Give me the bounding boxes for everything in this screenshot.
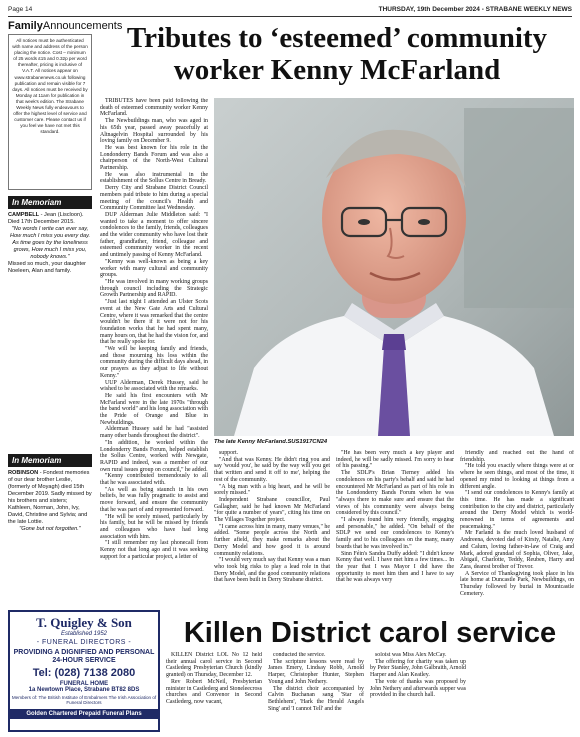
in-memoriam-bar-1: In Memoriam	[8, 196, 92, 209]
paragraph: support.	[219, 450, 239, 456]
carol-column-2	[268, 652, 364, 734]
paragraph: The offering for charity was taken up by Peter Stanley, John Galbraith, Arnold Harper and Alan Keatley.	[370, 658, 466, 679]
paragraph: "I always found him very friendly, engaging and personable," he added. "On behalf of the SDLP we send our condolences to Kenny's family and to his colleagues on the many, many boards that he was involved in."	[336, 517, 454, 550]
header-rule	[8, 16, 572, 17]
paragraph: The vote of thanks was proposed by John Nethery and afterwards supper was provided in the church hall.	[370, 678, 466, 699]
memoriam-campbell	[8, 209, 92, 448]
paragraph: TRIBUTES have been paid following the death of esteemed community worker Kenny McFarland.	[100, 98, 208, 118]
paragraph: "We will be keeping family and friends, and those mourning his loss within the community during the difficult days ahead, in our prayers as they adjust to life without Kenny."	[100, 346, 208, 379]
paragraph: The SDLP's Brian Tierney added his condolences on his party's behalf and said he had encountered Mr McFarland as part of his role in the Londonderry Bands Forum when he was "always there to make sure and ensure that the views of his community were always being considered by this council."	[336, 470, 454, 517]
carol-column-1	[166, 652, 262, 734]
memoriam-robinson	[8, 467, 92, 566]
paragraph: "He will be sorely missed, particularly by his family, but he will be missed by friends and colleagues who have had long association with him.	[100, 513, 208, 540]
paragraph: "I send our condolences to Kenny's family at this time. He has made a significant contribution to the city and district, particularly around the Derry Model which is world-renowned in terms of agreements and peacemaking."	[460, 490, 574, 530]
paragraph: The Newbuildings man, who was aged in his 65th year, passed away peacefully at Altnagelvin Hospital surrounded by his loving family on December 9.	[100, 118, 208, 145]
memoriam-closing: Missed so much, your daughter Noeleen, Alan and family.	[8, 261, 87, 274]
memoriam-verse: "No words I write can ever say, How much I miss you every day. As time goes by the loneliness grows, How much I miss you, nobody knows."	[9, 226, 91, 260]
ad-funeral-home: FUNERAL HOME	[59, 681, 109, 687]
in-memoriam-bar-2: In Memoriam	[8, 454, 92, 467]
heading-bold: Family	[8, 20, 43, 32]
article-column-4	[460, 450, 574, 610]
paragraph: "As well as being staunch in his own beliefs, he was fully pragmatic to assist and move forward, and ensure the community that he was part of and represented forward.	[100, 486, 208, 513]
carol-column-3	[370, 652, 466, 734]
ad-company-name: T. Quigley & Son	[36, 615, 132, 630]
paragraph: Sinn Féin's Sandra Duffy added: "I didn't know Kenny that well. I have met him a few times... In the year that I was Mayor I did have the opportunity to meet him then and I have to say that he was always very	[336, 550, 454, 584]
paragraph: "And that was Kenny. He didn't ring you and say 'would you', he said by the way will you get that written and send it off to me', helping the rest of the community.	[214, 456, 330, 483]
paragraph: "He told you exactly where things were at or where he seen things, and most of the time, it opened my mind to looking at things from a different angle.	[460, 463, 574, 490]
memoriam-detail: - Jean (Liscloon). Died 17th December 2015.	[8, 212, 84, 225]
paragraph: friendly and reached out the hand of friendship.	[460, 450, 574, 463]
memoriam-name: CAMPBELL	[8, 212, 40, 218]
date-line: THURSDAY, 19th December 2024 - STRABANE WEEKLY NEWS	[378, 6, 572, 13]
paragraph: "He was involved in many working groups through council including the Strategic Growth Partnership and RAPID.	[100, 278, 208, 299]
paragraph: Independent Strabane councillor, Paul Gallagher, said he had known Mr McFarland "for quite a number of years", citing his time on The Villages Together project.	[214, 496, 330, 524]
paragraph: Mr Farland is the much loved husband of Andreena, devoted dad of Kirsty, Natalie, Amy and Calum, loving father-in-law of Craig and Mark, adored grandad of Sophia, Oliver, Jake, Abigail, Charlotte, Teddy, Reuben, Harry and Zara, dearest brother of Trevor.	[460, 530, 574, 570]
article-column-1	[100, 98, 208, 610]
article-column-2	[214, 450, 330, 610]
notice-terms: All notices must be authenticated with name and address of the person placing the notice. Cost – minimum of 25 words £15 and 0.32p per word thereafter, pricing is inclusive of V.A.T. All notices appear on www.strabanenews.co.uk following publication and remain visible for 7 days. All notices must be received by Monday at 11am for publication in that week's edition. The Strabane Weekly News fully endeavours to offer the highest level of service and customer care. Please contact us if you feel we have not met this standard.	[8, 34, 92, 190]
paragraph: "In addition, he worked within the Londonderry Bands Forum, helped establish the Sollus Centre, worked with Newgate, RAPID and indeed, was a member of our own rural issues group on council," he added.	[100, 439, 208, 473]
carol-headline: Killen District carol service	[183, 617, 557, 649]
paragraph: Derry City and Strabane District Council members paid tribute to him during a special meeting of the council's Health and Community Committee last Wednesday.	[100, 185, 208, 212]
heading-light: Announcements	[42, 20, 123, 32]
paragraph: UUP Alderman, Derek Hussey, said he wished to be associated with the remarks.	[100, 379, 208, 393]
paragraph: He said his first encounters with Mr McFarland were in the late 1970s "through the band world" and his long association with the Pride of Orange and Blue in Newbuildings.	[100, 392, 208, 426]
paragraph: He was best known for his role in the Londonderry Bands Forum and was also a chairperson of the North-West Cultural Partnership.	[100, 144, 208, 172]
paragraph: "Kenny was well-known as being a key worker with many cultural and community groups.	[100, 258, 208, 279]
paragraph: He was also instrumental in the establishment of the Sollus Centre in Bready.	[100, 171, 208, 185]
article-column-3	[336, 450, 454, 610]
paragraph: "Just last night I attended an Ulster Scots event at the New Gate Arts and Cultural Centre, where it was remarked that the centre wouldn't be there if it were not for his foundation works that he had spent many, many hours on, that he had the vision for, and that he really spoke for.	[100, 299, 208, 346]
ad-phone: Tel: (028) 7138 2080	[32, 667, 136, 679]
paragraph: The scripture lessons were read by James Emery, Lindsay Robb, Arnold Harper, Christopher Hunter, Stephen Young and John Nethery.	[268, 658, 364, 685]
paragraph: KILLEN District LOL No 12 held their annual carol service in Second Castlederg Presbyterian Church (kindly granted) on Thursday, December 12.	[166, 652, 262, 679]
funeral-director-advert	[8, 610, 160, 732]
ad-plans-banner: Golden Chartered Prepaid Funeral Plans	[10, 709, 158, 719]
memoriam-detail: - Fondest memories of our dear brother Leslie, (formerly of Moyagh) died 15th December 2019. Sadly missed by his brothers and sisters; Kathleen, Norman, John, Ivy, David, Christine and Sylvia; and the late Lottie.	[8, 470, 92, 525]
paragraph: "He has been very much a key player and indeed, he will be sadly missed. I'm sorry to hear of his passing."	[336, 450, 454, 470]
ad-address: 1a Newtown Place, Strabane BT82 8DS	[28, 687, 140, 693]
paragraph: DUP Alderman Julie Middleton said: "I wanted to take a moment to offer sincere condolences to the family, friends, colleagues and the wider community who have lost their father, grandfather, friend, colleague and esteemed community worker in the recent and untimely passing of Kenny McFarland.	[100, 211, 208, 259]
memoriam-name: ROBINSON	[8, 470, 39, 476]
paragraph: conducted the service.	[273, 652, 326, 658]
family-announcements-heading	[8, 20, 123, 32]
paragraph: "I came across him in many, many venues," he added. "Some people across the North and further afield, they make remarks about the Derry Model and how good it is around community relations.	[214, 523, 330, 557]
ad-provision: PROVIDING A DIGNIFIED AND PERSONAL 24-HOUR SERVICE	[13, 649, 155, 664]
paragraph: "Kenny contributed tremendously to all that he was associated with.	[100, 473, 208, 487]
photo-caption: The late Kenny McFarland.SUS1917CN24	[214, 439, 328, 445]
ad-established: Established 1952	[60, 631, 108, 637]
portrait-illustration	[214, 98, 574, 436]
paragraph: "A big man with a big heart, and he will be sorely missed."	[214, 483, 330, 497]
ad-service: - FUNERAL DIRECTORS -	[36, 639, 132, 646]
paragraph: The district choir accompanied by Calvin Buchanan sang 'Star of Bethlehem', 'Hark the Herald Angels Sing' and 'I cannot Tell' and the	[268, 685, 364, 712]
page-header	[8, 4, 572, 16]
portrait-photo	[214, 98, 574, 436]
memoriam-verse: "Gone but not forgotten."	[19, 526, 81, 532]
paragraph: soloist was Miss Alex McCay.	[375, 652, 447, 658]
paragraph: "I still remember my last phonecall from Kenny not that long ago and it was seeking support for a particular project, a letter of	[100, 540, 208, 560]
paragraph: Rev Robert McNeil, Presbyterian minister in Castlederg and Stoneleecross churches and Convenor in Second Castlederg, now vacant,	[166, 678, 262, 705]
paragraph: A Service of Thanksgiving took place in his late home at Duncastle Park, Newbuildings, on Thursday followed by burial in Mountcastle Cemetery.	[460, 570, 574, 597]
ad-members: Members of: The British Institute of Embalmers The Irish Association of Funeral Directors	[11, 695, 157, 706]
paragraph: Alderman Hussey said he had "assisted many other bands throughout the district".	[100, 426, 208, 440]
page-number: Page 14	[8, 6, 33, 13]
paragraph: "I would very much say that Kenny was a man who took big risks to play a lead role in that Derry Model, and the good community relations that have been built in Derry Strabane district.	[214, 557, 330, 584]
article-headline: Tributes to ‘esteemed’ community worker Kenny McFarland	[126, 22, 548, 86]
